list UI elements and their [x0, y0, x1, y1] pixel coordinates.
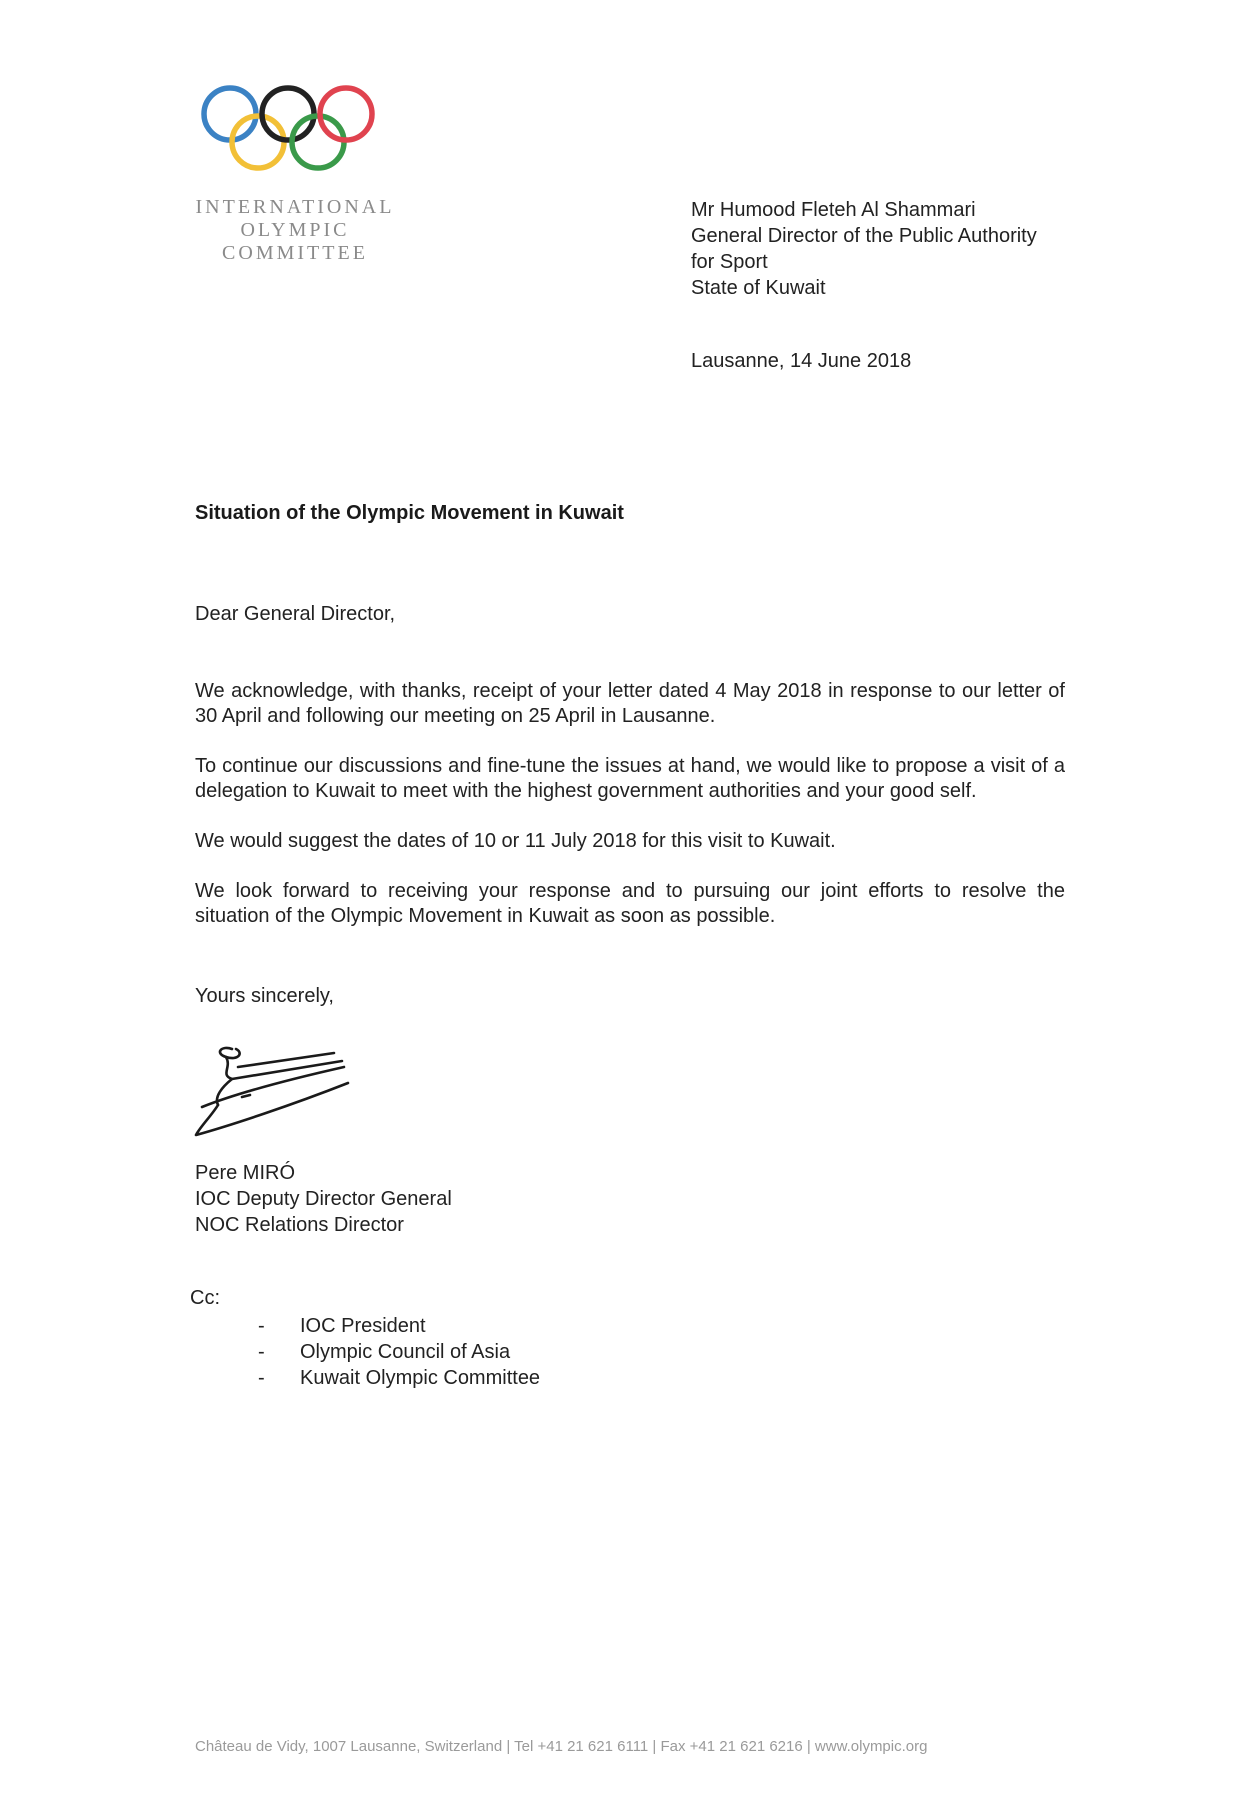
salutation: Dear General Director, — [195, 603, 396, 625]
cc-item — [258, 1339, 540, 1365]
cc-list — [258, 1313, 540, 1391]
recipient-line-2: General Director of the Public Authority — [691, 225, 1037, 247]
recipient-line-1: Mr Humood Fleteh Al Shammari — [691, 199, 976, 221]
letter-date: Lausanne, 14 June 2018 — [691, 350, 912, 372]
cc-item — [258, 1313, 540, 1339]
signer-block — [195, 1160, 452, 1238]
recipient-address — [691, 197, 1037, 301]
letterhead-footer: Château de Vidy, 1007 Lausanne, Switzerland | Tel +41 21 621 6111 | Fax +41 21 621 6216 | www.olympic.org — [195, 1738, 928, 1755]
letter-body — [195, 679, 1065, 954]
ioc-name-line-2: OLYMPIC — [240, 219, 350, 241]
cc-bullet: - — [258, 1367, 265, 1389]
body-paragraph-4: We look forward to receiving your response and to pursuing our joint efforts to resolve the situation of the Olympic Movement in Kuwait as soon as possible. — [195, 880, 1065, 927]
handwritten-signature — [192, 1035, 362, 1150]
closing: Yours sincerely, — [195, 985, 334, 1007]
signer-name: Pere MIRÓ — [195, 1162, 296, 1184]
cc-item-label: Olympic Council of Asia — [300, 1341, 511, 1363]
body-paragraph-3: We would suggest the dates of 10 or 11 July 2018 for this visit to Kuwait. — [195, 830, 836, 852]
recipient-line-3: for Sport — [691, 251, 768, 273]
recipient-line-4: State of Kuwait — [691, 277, 826, 299]
ioc-name-line-1: INTERNATIONAL — [195, 196, 395, 218]
ioc-name — [190, 196, 400, 265]
cc-label: Cc: — [190, 1287, 220, 1309]
cc-item-label: IOC President — [300, 1315, 426, 1337]
cc-bullet: - — [258, 1341, 265, 1363]
cc-item — [258, 1365, 540, 1391]
cc-bullet: - — [258, 1315, 265, 1337]
ioc-name-line-3: COMMITTEE — [222, 242, 368, 264]
ioc-logo — [190, 84, 400, 265]
letter-subject: Situation of the Olympic Movement in Kuwait — [195, 502, 624, 524]
cc-item-label: Kuwait Olympic Committee — [300, 1367, 541, 1389]
body-paragraph-1: We acknowledge, with thanks, receipt of your letter dated 4 May 2018 in response to our letter of 30 April and following our meeting on 25 April in Lausanne. — [195, 680, 1065, 727]
olympic-rings-icon — [198, 84, 383, 174]
body-paragraph-2: To continue our discussions and fine-tune the issues at hand, we would like to propose a visit of a delegation to Kuwait to meet with the highest government authorities and your good self. — [195, 755, 1065, 802]
signer-title-2: NOC Relations Director — [195, 1214, 404, 1236]
signer-title-1: IOC Deputy Director General — [195, 1188, 452, 1210]
